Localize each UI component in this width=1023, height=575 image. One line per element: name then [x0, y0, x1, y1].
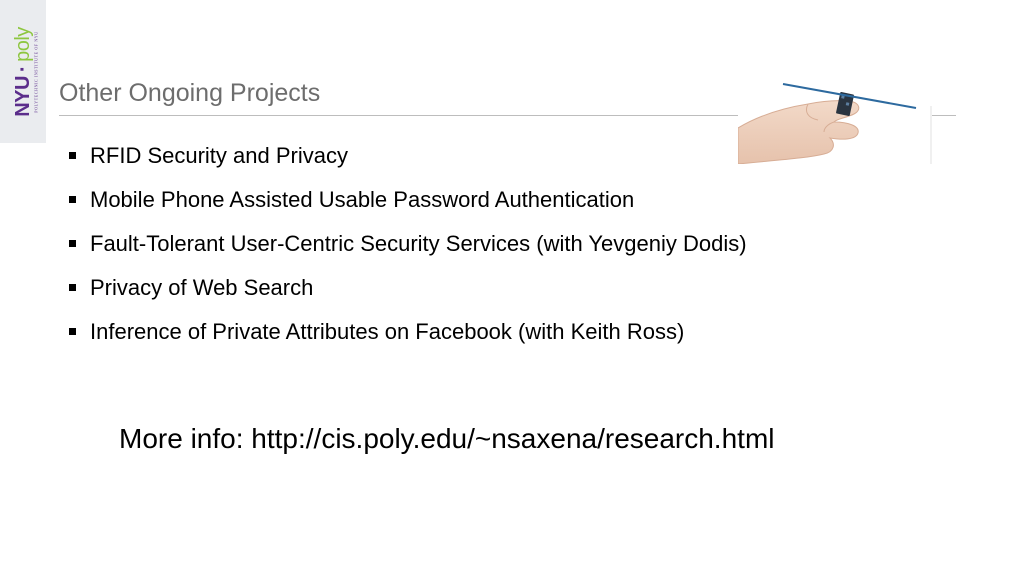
list-item-text: RFID Security and Privacy: [90, 143, 348, 168]
list-item-text: Fault-Tolerant User-Centric Security Services (with Yevgeniy Dodis): [90, 231, 747, 256]
list-item: [68, 272, 747, 316]
list-item: [68, 316, 747, 360]
list-item: [68, 184, 747, 228]
list-item: [68, 140, 747, 184]
nyu-poly-logo: [0, 0, 46, 143]
square-bullet-icon: [69, 196, 76, 203]
slide-title: Other Ongoing Projects: [59, 79, 321, 107]
more-info-text: More info: http://cis.poly.edu/~nsaxena/research.html: [119, 423, 775, 454]
square-bullet-icon: [69, 240, 76, 247]
list-item: [68, 228, 747, 272]
list-item-text: Privacy of Web Search: [90, 275, 314, 300]
square-bullet-icon: [69, 284, 76, 291]
project-list: [68, 140, 747, 360]
list-item-text: Inference of Private Attributes on Facebook (with Keith Ross): [90, 319, 685, 344]
square-bullet-icon: [69, 328, 76, 335]
logo-poly-text: poly: [12, 27, 34, 62]
list-item-text: Mobile Phone Assisted Usable Password Authentication: [90, 187, 635, 212]
logo-wordmark: [13, 27, 33, 117]
square-bullet-icon: [69, 152, 76, 159]
rfid-tag-in-hand-photo: [738, 78, 932, 164]
logo-nyu-text: NYU: [12, 76, 34, 117]
logo-subtitle: POLYTECHNIC INSTITUTE OF NYU: [33, 31, 39, 113]
logo-separator: ·: [12, 65, 34, 73]
